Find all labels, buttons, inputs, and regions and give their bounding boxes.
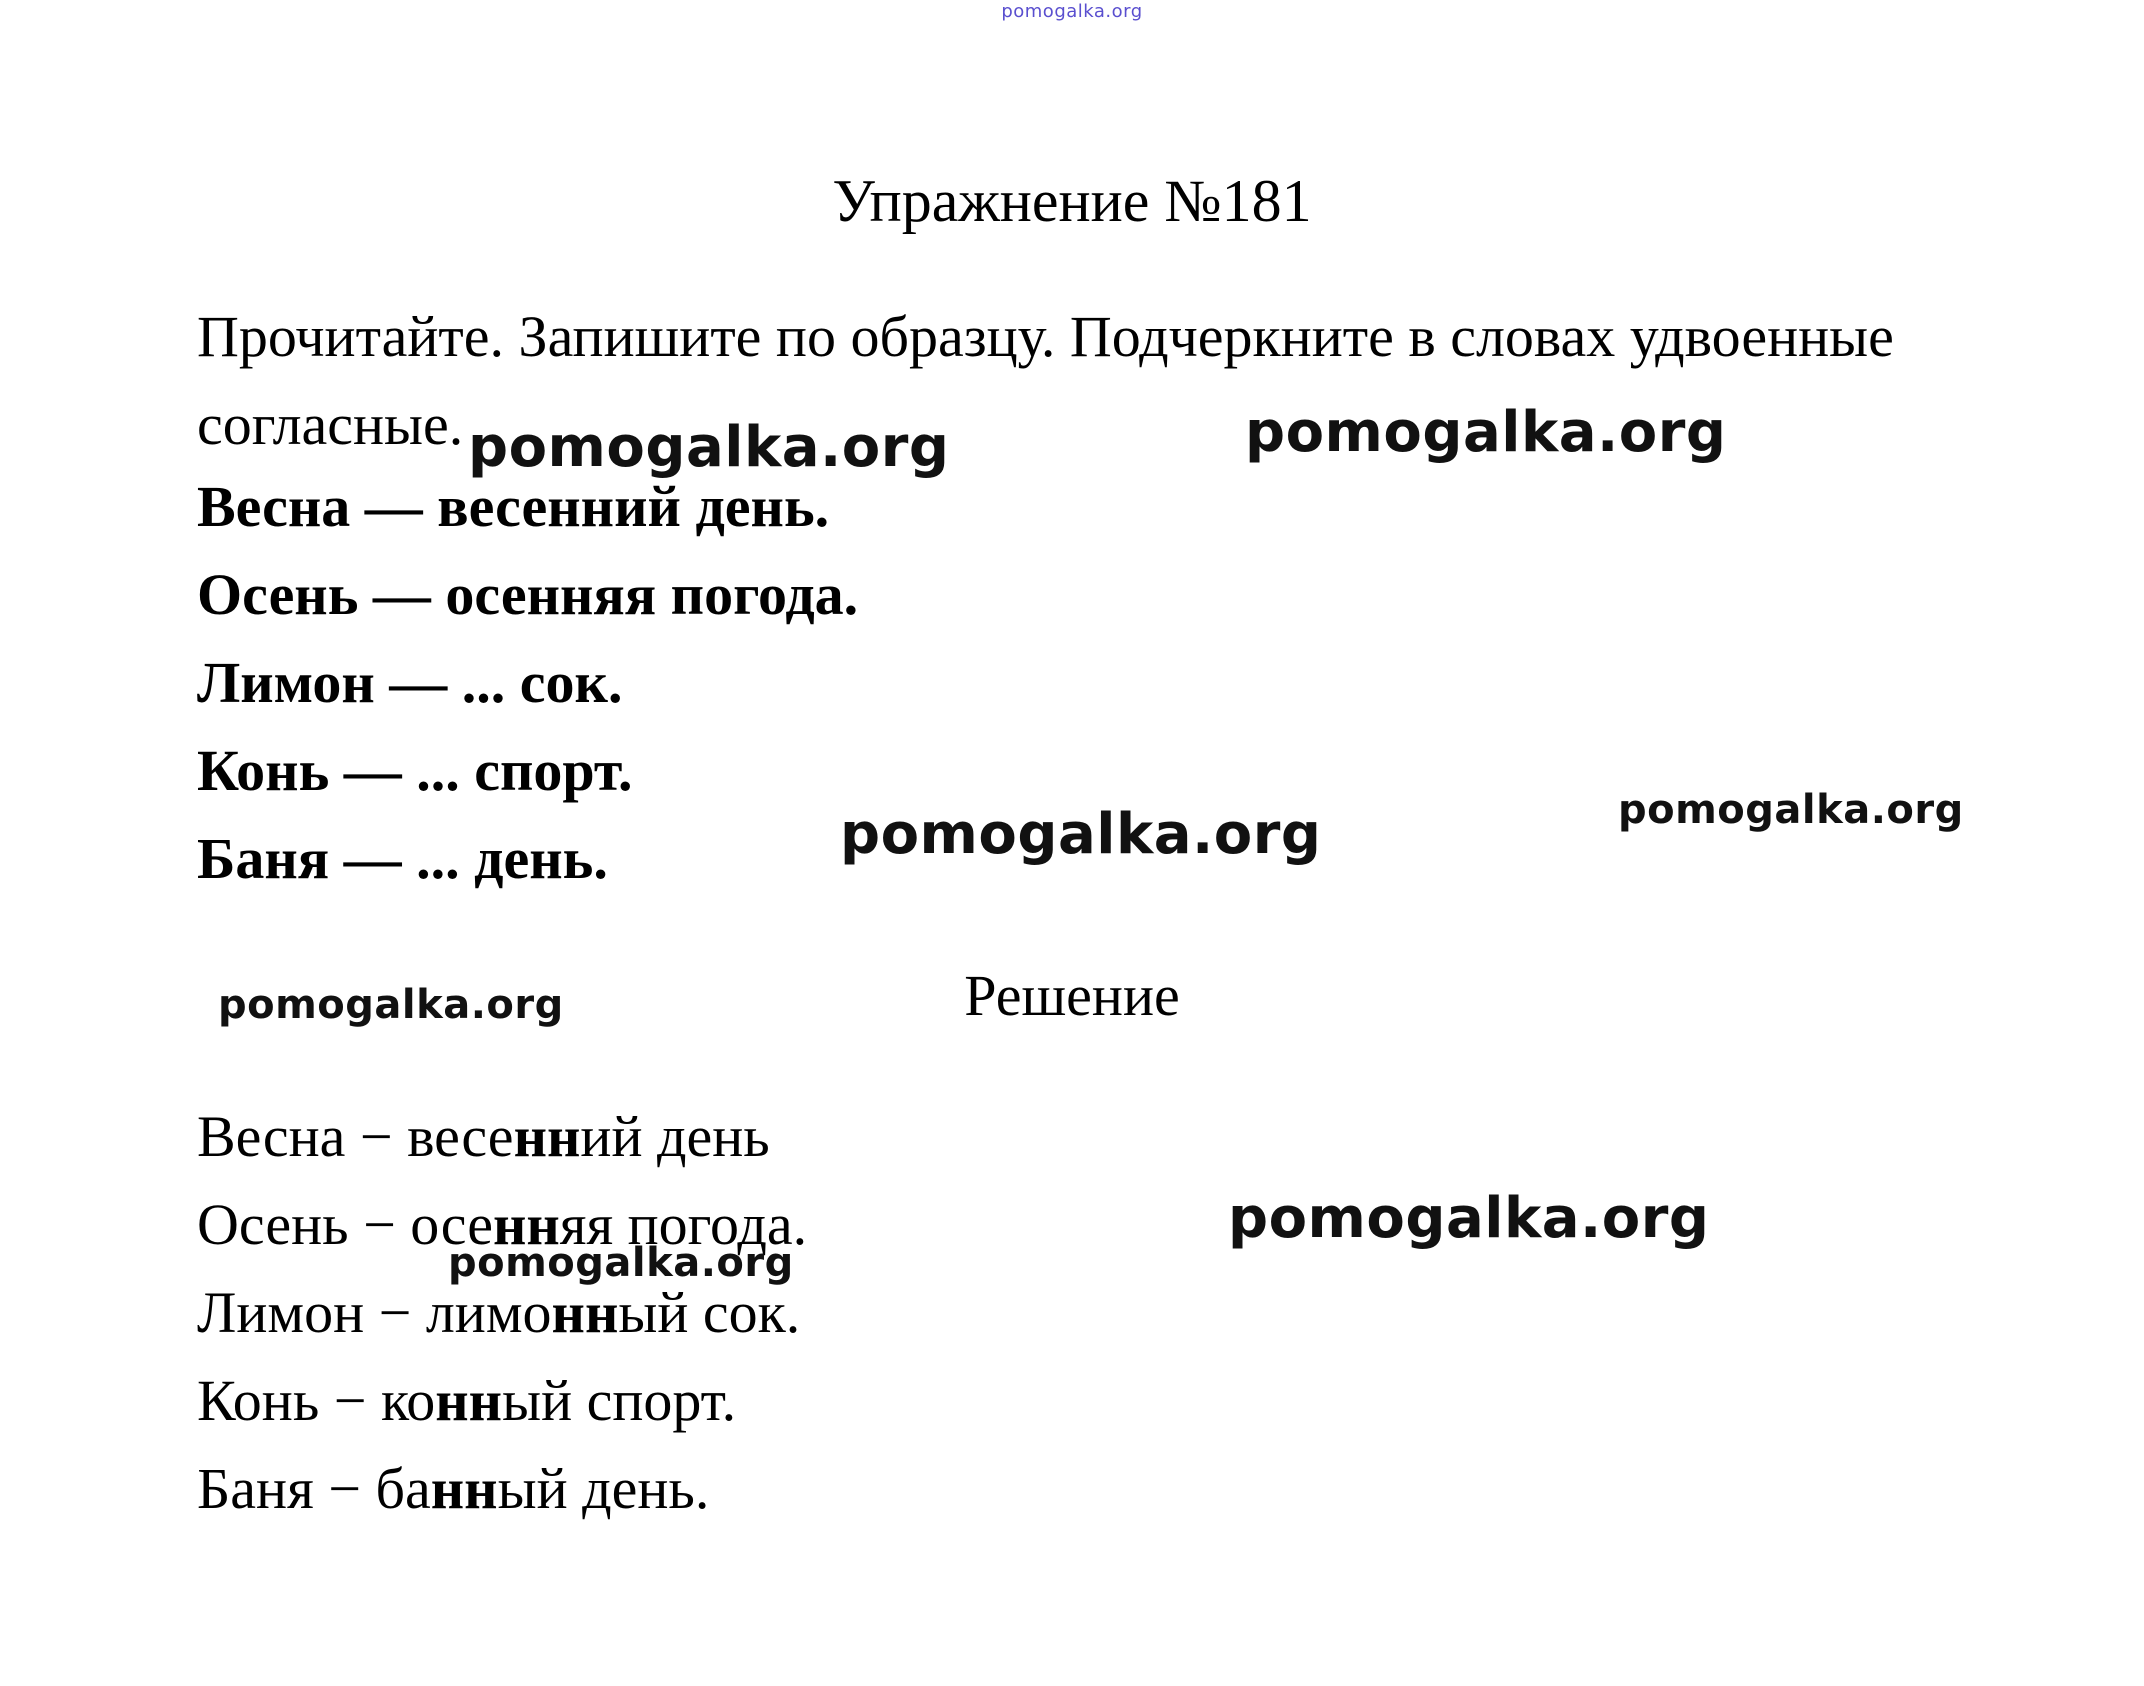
example-line: Конь — ... спорт. <box>197 738 633 803</box>
header-watermark: pomogalka.org <box>1001 1 1143 22</box>
answer-dash: − <box>313 1456 376 1521</box>
watermark: pomogalka.org <box>840 802 1322 867</box>
exercise-title: Упражнение №181 <box>832 168 1312 234</box>
double-consonant: нн <box>551 1280 619 1345</box>
example-line: Лимон — ... сок. <box>197 650 623 715</box>
watermark: pomogalka.org <box>218 982 564 1028</box>
watermark: pomogalka.org <box>468 415 950 480</box>
watermark: pomogalka.org <box>1228 1186 1710 1251</box>
examples-list <box>197 463 858 903</box>
answer-after: ый день. <box>497 1456 710 1521</box>
watermark: pomogalka.org <box>1618 787 1964 833</box>
answer-dash: − <box>364 1280 426 1345</box>
double-consonant: нн <box>435 1368 503 1433</box>
double-consonant: нн <box>430 1456 498 1521</box>
answer-word: Баня <box>197 1456 314 1521</box>
answer-dash: − <box>345 1104 408 1169</box>
answer-before: ба <box>375 1456 431 1521</box>
answer-line <box>197 1445 807 1533</box>
answer-word: Осень <box>197 1192 349 1257</box>
answer-word: Весна <box>197 1104 346 1169</box>
double-consonant: нн <box>513 1104 581 1169</box>
example-line: Осень — осенняя погода. <box>197 562 859 627</box>
task-text: Прочитайте. Запишите по образцу. Подчеркните в словах удвоенные согласные. <box>197 304 1894 457</box>
answer-before: весе <box>407 1104 514 1169</box>
answer-after: яя погода. <box>559 1192 808 1257</box>
answer-word: Конь <box>197 1368 320 1433</box>
watermark: pomogalka.org <box>1245 400 1727 465</box>
answer-word: Лимон <box>197 1280 365 1345</box>
double-consonant: нн <box>492 1192 560 1257</box>
answer-before: осе <box>410 1192 493 1257</box>
answer-after: ый сок. <box>618 1280 801 1345</box>
answer-line <box>197 1357 807 1445</box>
answer-after: ий день <box>580 1104 770 1169</box>
answer-after: ый спорт. <box>502 1368 737 1433</box>
example-line: Баня — ... день. <box>197 826 608 891</box>
answer-dash: − <box>319 1368 382 1433</box>
answers-list <box>197 1093 807 1533</box>
watermark: pomogalka.org <box>448 1240 794 1286</box>
answer-before: ко <box>381 1368 436 1433</box>
answer-line <box>197 1093 807 1181</box>
answer-before: лимо <box>425 1280 552 1345</box>
example-line: Весна — весенний день. <box>197 474 830 539</box>
solution-heading: Решение <box>964 963 1180 1028</box>
answer-dash: − <box>348 1192 411 1257</box>
